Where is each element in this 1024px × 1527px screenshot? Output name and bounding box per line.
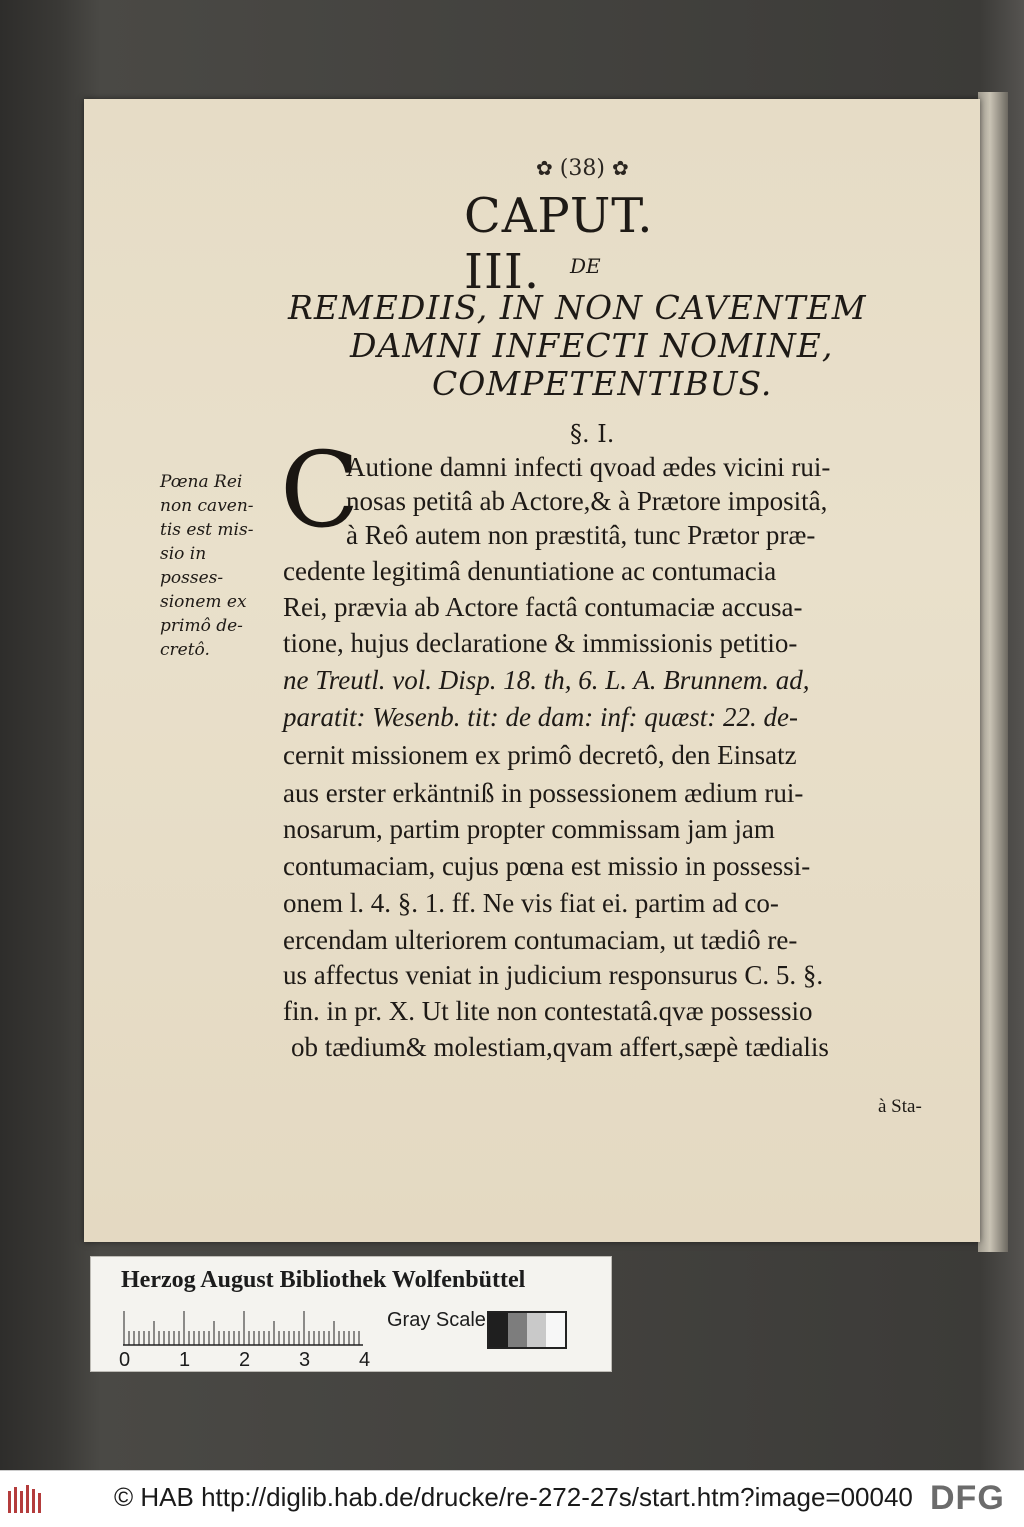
body-line-4: cedente legitimâ denuntiatione ac contumacia — [283, 556, 777, 586]
gray-swatch — [508, 1313, 527, 1347]
chapter-heading: CAPUT. III. — [464, 188, 654, 300]
body-line-2: nosas petitâ ab Actore,& à Prætore impositâ, — [346, 486, 828, 516]
body-line-13: onem l. 4. §. 1. ff. Ne vis fiat ei. partim ad co- — [283, 888, 779, 918]
page-edge — [978, 92, 1008, 1252]
ruler-icon — [123, 1311, 363, 1347]
gray-swatch — [489, 1313, 508, 1347]
title-line-2: DAMNI INFECTI NOMINE, — [350, 326, 834, 365]
body-line-15: us affectus veniat in judicium responsurus C. 5. §. — [283, 960, 824, 990]
copyright-url[interactable]: © HAB http://diglib.hab.de/drucke/re-272-27s/start.htm?image=00040 — [114, 1482, 913, 1512]
margin-note-line: Pœna Rei — [160, 472, 243, 492]
dfg-logo: DFG — [930, 1479, 1005, 1517]
barcode-icon — [6, 1485, 46, 1513]
gray-scale-swatch — [487, 1311, 567, 1349]
margin-note-line: sionem ex — [160, 592, 247, 612]
body-line-8: paratit: Wesenb. tit: de dam: inf: quæst: 22. de- — [283, 702, 798, 732]
body-line-16: fin. in pr. X. Ut lite non contestatâ.qvæ possessio — [283, 996, 813, 1026]
body-line-9: cernit missionem ex primô decretô, den Einsatz — [283, 740, 797, 770]
page-number — [536, 156, 629, 181]
gray-swatch — [546, 1313, 565, 1347]
body-line-3: à Reô autem non præstitâ, tunc Prætor præ- — [346, 520, 816, 550]
library-name: Herzog August Bibliothek Wolfenbüttel — [121, 1267, 526, 1293]
library-label — [90, 1256, 612, 1372]
page-number-text: (38) — [559, 156, 605, 181]
gray-swatch — [527, 1313, 546, 1347]
margin-note-line: tis est mis- — [160, 520, 254, 540]
gray-scale-label: Gray Scale — [387, 1309, 486, 1331]
body-line-10: aus erster erkäntniß in possessionem ædium rui- — [283, 778, 804, 808]
catchword: à Sta- — [878, 1096, 922, 1117]
margin-note-line: sio in posses- — [160, 544, 224, 588]
body-line-1: Autione damni infecti qvoad ædes vicini rui- — [346, 452, 831, 482]
margin-note-line: primô de- — [160, 616, 243, 636]
title-line-1: REMEDIIS, IN NON CAVENTEM — [288, 288, 867, 327]
ruler-number: 4 — [359, 1349, 371, 1371]
ruler-number: 1 — [179, 1349, 191, 1371]
body-line-7: ne Treutl. vol. Disp. 18. th, 6. L. A. Brunnem. ad, — [283, 665, 810, 695]
ornament-right-icon: ✿ — [611, 156, 629, 180]
drop-cap: C — [280, 429, 360, 551]
ruler-number: 3 — [299, 1349, 311, 1371]
ornament-left-icon: ✿ — [536, 156, 553, 180]
margin-note — [160, 470, 270, 662]
margin-note-line: non caven- — [160, 496, 254, 516]
body-line-14: ercendam ulteriorem contumaciam, ut tædiô re- — [283, 925, 798, 955]
margin-note-line: cretô. — [160, 640, 210, 660]
body-line-12: contumaciam, cujus pœna est missio in possessi- — [283, 851, 811, 881]
body-line-17: ob tædium& molestiam,qvam affert,sæpè tædialis — [291, 1032, 829, 1062]
body-line-6: tione, hujus declaratione & immissionis petitio- — [283, 628, 798, 658]
ruler-number: 0 — [119, 1349, 131, 1371]
body-line-11: nosarum, partim propter commissam jam jam — [283, 814, 775, 844]
title-line-3: COMPETENTIBUS. — [432, 364, 773, 403]
ruler-number: 2 — [239, 1349, 251, 1371]
section-mark: §. I. — [570, 420, 615, 448]
body-line-5: Rei, prævia ab Actore factâ contumaciæ accusa- — [283, 592, 803, 622]
de-word: DE — [570, 254, 601, 278]
footer-bar — [0, 1470, 1024, 1527]
